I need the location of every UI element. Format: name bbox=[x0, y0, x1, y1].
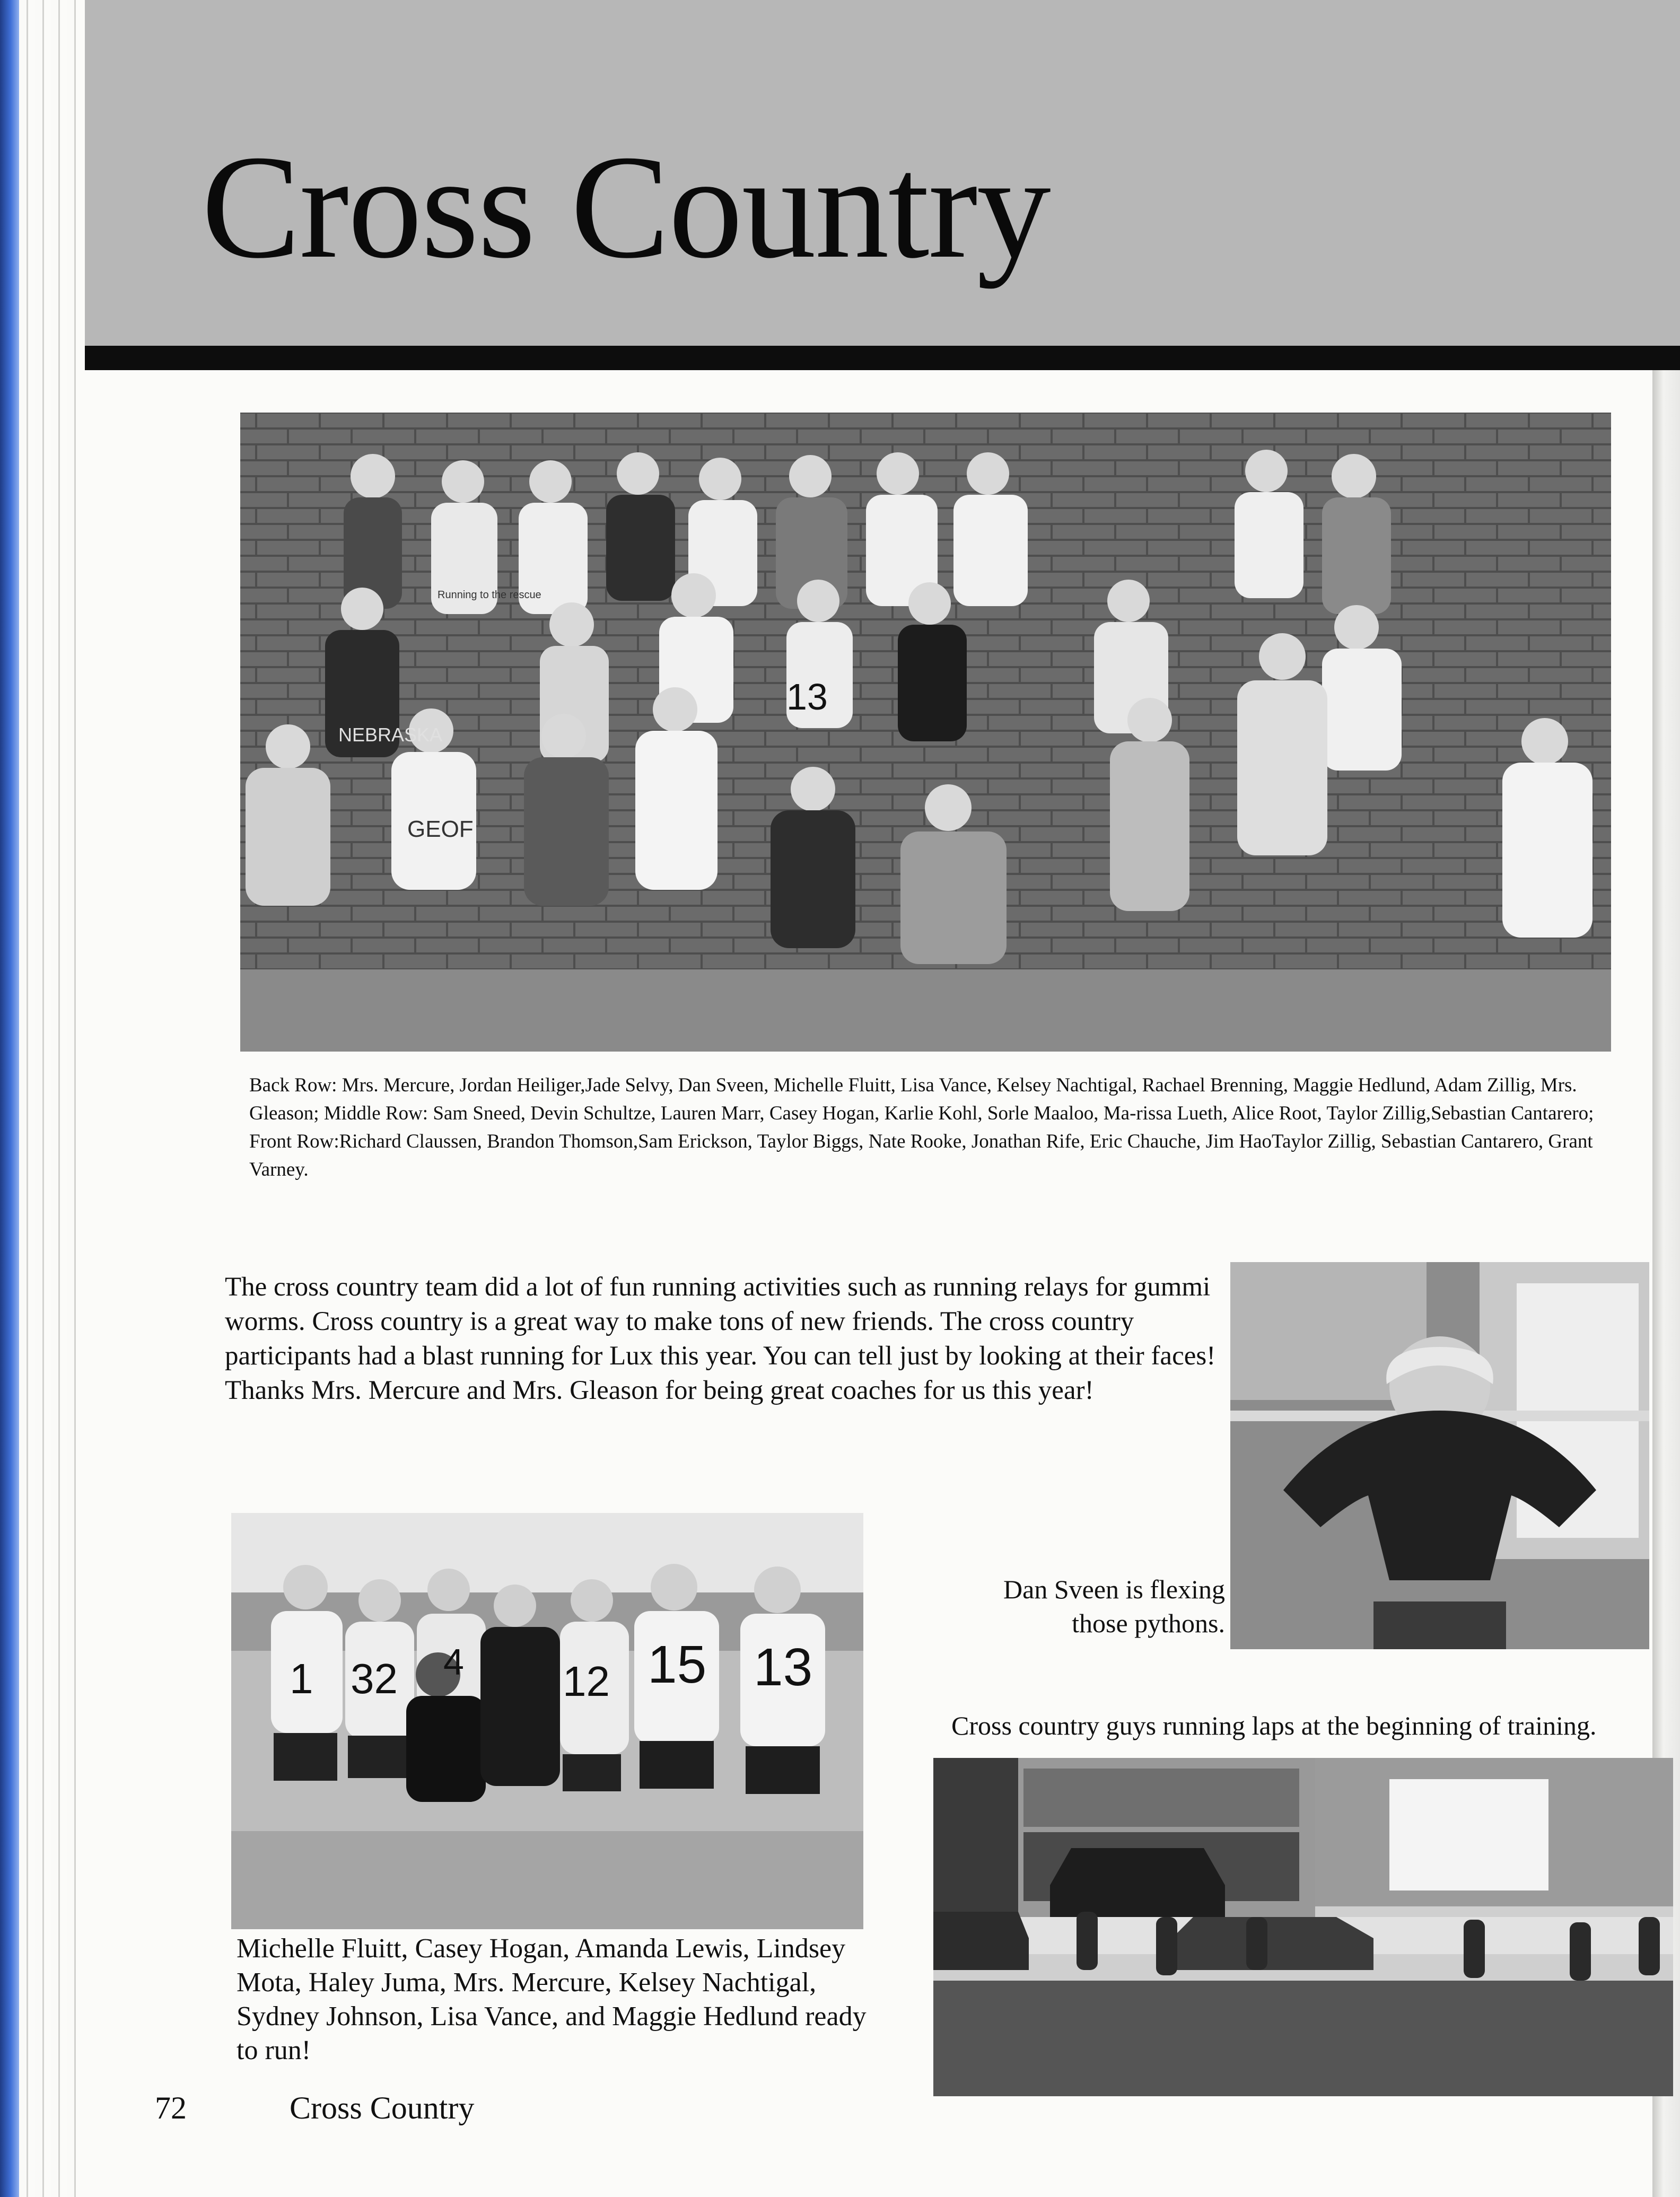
guys-photo-caption: Cross country guys running laps at the beginning of training. bbox=[951, 1711, 1597, 1740]
story-text: The cross country team did a lot of fun running activities such as running relays for gummi worms. Cross country is a great way to make tons of new friends. The cross country participants had a blast running for Lux this year. You can tell just by looking at their faces! Thanks Mrs. Mercure and Mrs. Gleason for being great coaches for us this year! bbox=[225, 1272, 1216, 1405]
dan-photo-image bbox=[1230, 1262, 1649, 1649]
page-stack-edges bbox=[19, 0, 83, 2197]
guys-photo bbox=[933, 1758, 1673, 2096]
guys-photo-image bbox=[933, 1758, 1673, 2096]
jersey-number: 4 bbox=[443, 1641, 464, 1683]
jersey-number: 12 bbox=[563, 1658, 610, 1705]
jersey-number: 32 bbox=[351, 1655, 398, 1702]
girls-photo-caption: Michelle Fluitt, Casey Hogan, Amanda Lewis, Lindsey Mota, Haley Juma, Mrs. Mercure, Kelsey Nachtigal, Sydney Johnson, Lisa Vance, and Maggie Hedlund ready to run! bbox=[237, 1933, 867, 2065]
jersey-number: 15 bbox=[648, 1635, 707, 1694]
section-name: Cross Country bbox=[290, 2090, 475, 2125]
page-title: Cross Country bbox=[202, 124, 1050, 289]
dan-photo bbox=[1230, 1262, 1649, 1649]
team-photo bbox=[240, 413, 1611, 1052]
shirt-text-nebraska: NEBRASKA bbox=[338, 724, 443, 746]
team-photo-image bbox=[240, 413, 1611, 1052]
shirt-text-rescue: Running to the rescue bbox=[438, 589, 541, 601]
jersey-number: 1 bbox=[290, 1655, 313, 1702]
girls-photo-image bbox=[231, 1513, 863, 1929]
shirt-number: 13 bbox=[786, 676, 828, 717]
team-photo-caption: Back Row: Mrs. Mercure, Jordan Heiliger,Jade Selvy, Dan Sveen, Michelle Fluitt, Lisa Vance, Kelsey Nachtigal, Rachael Brenning, Maggie Hedlund, Adam Zillig, Mrs. Gleason; Middle Row: Sam Sneed, Devin Schultze, Lauren Marr, Casey Hogan, Karlie Kohl, Sorle Maaloo, Ma-rissa Lueth, Alice Root, Taylor Zillig,Sebastian Cantarero; Front Row:Richard Claussen, Brandon Thomson,Sam Erickson, Taylor Biggs, Nate Rooke, Jonathan Rife, Eric Chauche, Jim HaoTaylor Zillig, Sebastian Cantarero, Grant Varney. bbox=[249, 1074, 1594, 1180]
shirt-text-geof: GEOF bbox=[407, 816, 474, 842]
dan-photo-caption: Dan Sveen is flexing those pythons. bbox=[1003, 1574, 1225, 1638]
jersey-number: 13 bbox=[754, 1638, 813, 1697]
title-rule bbox=[85, 346, 1680, 370]
page-number: 72 bbox=[155, 2090, 187, 2125]
left-page-bleed bbox=[0, 0, 19, 2197]
girls-photo bbox=[231, 1513, 863, 1929]
